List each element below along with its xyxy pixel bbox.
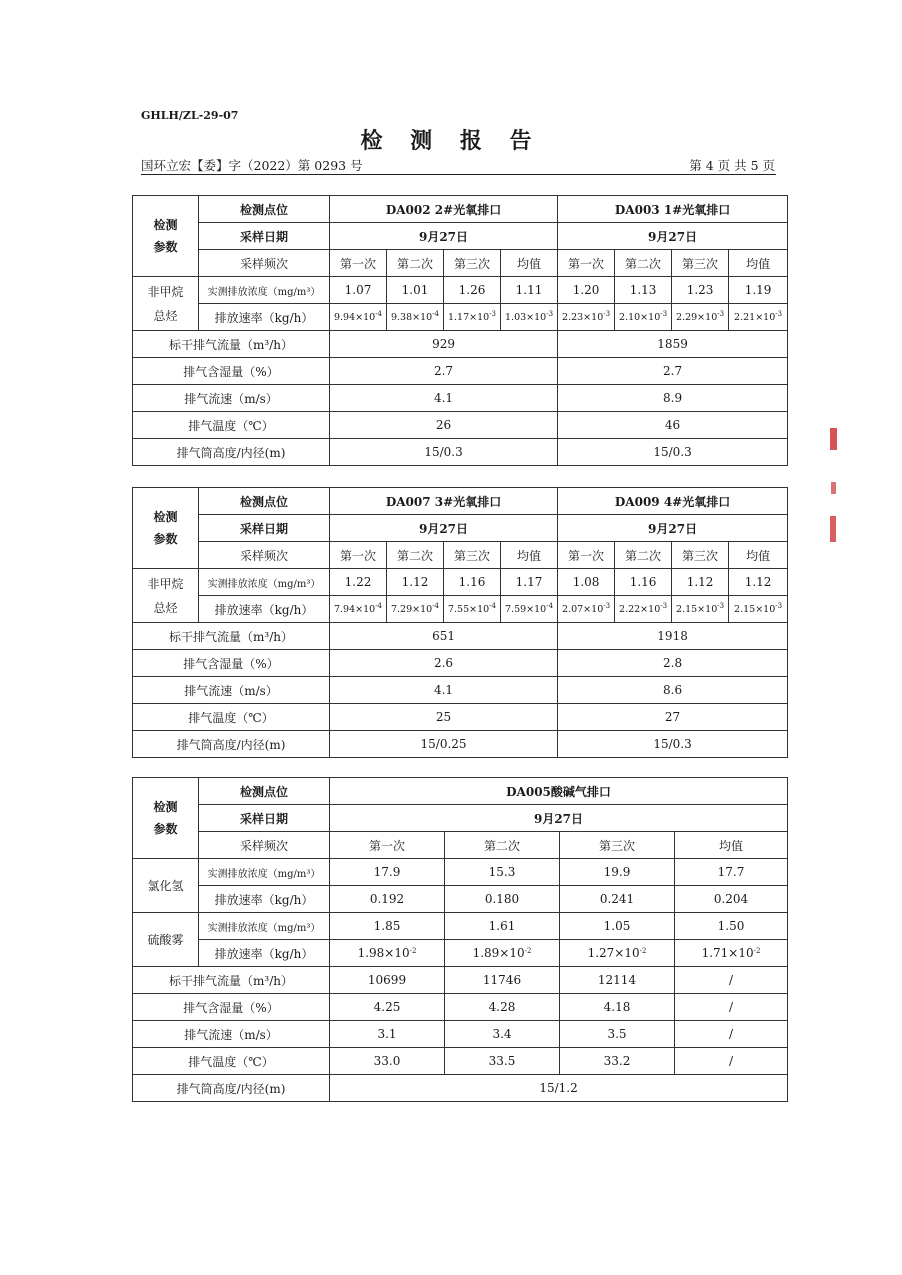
- site-a-value: 4.1: [330, 385, 558, 412]
- rate-mantissa: 7.59×10: [505, 603, 547, 615]
- rate-exponent: -2: [409, 947, 417, 955]
- param-row-label: 排气流速（m/s）: [133, 385, 330, 412]
- results-table-2: [132, 487, 788, 758]
- conc-value: 1.26: [444, 277, 501, 304]
- site-b-value: 15/0.3: [558, 731, 788, 758]
- conc-value: 1.22: [330, 569, 387, 596]
- site-a-value: 929: [330, 331, 558, 358]
- conc-value: 1.16: [444, 569, 501, 596]
- rate-value: [729, 304, 788, 331]
- rate-mantissa: 1.27×10: [587, 946, 640, 960]
- param-row-value: /: [675, 967, 788, 994]
- rate-value: [387, 596, 444, 623]
- rate-value: [445, 886, 560, 913]
- rate-exponent: -4: [375, 309, 383, 318]
- rate-exponent: -3: [775, 601, 783, 610]
- date-a: 9月27日: [330, 515, 558, 542]
- rate-mantissa: 1.71×10: [701, 946, 754, 960]
- freq-header: 第一次: [330, 832, 445, 859]
- rate-value: [560, 940, 675, 967]
- rate-mantissa: 0.180: [484, 892, 520, 906]
- freq-header: 第三次: [672, 250, 729, 277]
- conc-value: 1.20: [558, 277, 615, 304]
- date-label: 采样日期: [199, 805, 330, 832]
- param-header: 检测 参数: [133, 196, 199, 277]
- conc-value: 1.85: [330, 913, 445, 940]
- conc-label: 实测排放浓度（mg/m³）: [199, 277, 330, 304]
- conc-value: 1.50: [675, 913, 788, 940]
- conc-value: 1.07: [330, 277, 387, 304]
- param-row-label: 标干排气流量（m³/h）: [133, 623, 330, 650]
- site-b-name: DA003 1#光氧排口: [558, 196, 788, 223]
- date-a: 9月27日: [330, 223, 558, 250]
- param-row-value: 33.0: [330, 1048, 445, 1075]
- conc-label: 实测排放浓度（mg/m³）: [199, 859, 330, 886]
- param-row-label: 标干排气流量（m³/h）: [133, 967, 330, 994]
- freq-header: 第二次: [445, 832, 560, 859]
- site-label: 检测点位: [199, 196, 330, 223]
- site-a-name: DA002 2#光氧排口: [330, 196, 558, 223]
- param-row-value: 33.2: [560, 1048, 675, 1075]
- rate-value: [672, 304, 729, 331]
- param-row-label: 排气含湿量（%）: [133, 994, 330, 1021]
- rate-value: [501, 304, 558, 331]
- rate-label: 排放速率（kg/h）: [199, 596, 330, 623]
- conc-value: 15.3: [445, 859, 560, 886]
- param-row-value: /: [675, 994, 788, 1021]
- rate-mantissa: 1.89×10: [472, 946, 525, 960]
- rate-mantissa: 1.17×10: [447, 311, 490, 323]
- rate-mantissa: 7.29×10: [390, 603, 433, 615]
- rate-mantissa: 7.94×10: [333, 603, 376, 615]
- rate-exponent: -4: [489, 601, 497, 610]
- rate-mantissa: 2.15×10: [676, 603, 718, 615]
- rate-exponent: -3: [603, 601, 611, 610]
- rate-label: 排放速率（kg/h）: [199, 940, 330, 967]
- freq-label: 采样频次: [199, 832, 330, 859]
- site-b-value: 1918: [558, 623, 788, 650]
- rate-mantissa: 9.38×10: [390, 311, 433, 323]
- rate-label: 排放速率（kg/h）: [199, 304, 330, 331]
- param-row-value: 3.5: [560, 1021, 675, 1048]
- site-b-value: 15/0.3: [558, 439, 788, 466]
- rate-value: [729, 596, 788, 623]
- conc-value: 1.12: [672, 569, 729, 596]
- param-row-label: 排气含湿量（%）: [133, 650, 330, 677]
- freq-label: 采样频次: [199, 250, 330, 277]
- rate-value: [615, 304, 672, 331]
- param-row-value: 4.18: [560, 994, 675, 1021]
- site-a-value: 4.1: [330, 677, 558, 704]
- stack-height-label: 排气筒高度/内径(m): [133, 1075, 330, 1102]
- rate-value: [444, 304, 501, 331]
- pollutant-name: 非甲烷 总烃: [133, 569, 199, 623]
- rate-value: [558, 304, 615, 331]
- param-row-value: /: [675, 1021, 788, 1048]
- page-indicator: 第 4 页 共 5 页: [689, 158, 775, 173]
- rate-exponent: -2: [524, 947, 532, 955]
- site-b-value: 2.8: [558, 650, 788, 677]
- freq-header: 第一次: [330, 542, 387, 569]
- rate-mantissa: 2.21×10: [734, 311, 776, 323]
- freq-header: 第三次: [672, 542, 729, 569]
- seal-stamp-edge: [827, 420, 841, 550]
- rate-exponent: -3: [775, 309, 783, 318]
- param-row-label: 排气筒高度/内径(m): [133, 731, 330, 758]
- param-row-label: 排气流速（m/s）: [133, 1021, 330, 1048]
- conc-value: 17.7: [675, 859, 788, 886]
- rate-value: [445, 940, 560, 967]
- conc-label: 实测排放浓度（mg/m³）: [199, 913, 330, 940]
- freq-header: 第一次: [558, 542, 615, 569]
- site-b-value: 8.9: [558, 385, 788, 412]
- rate-mantissa: 2.22×10: [619, 603, 661, 615]
- site-b-value: 8.6: [558, 677, 788, 704]
- freq-header: 第二次: [387, 542, 444, 569]
- rate-exponent: -4: [546, 601, 554, 610]
- conc-value: 1.17: [501, 569, 558, 596]
- rate-value: [558, 596, 615, 623]
- param-row-value: 3.4: [445, 1021, 560, 1048]
- rate-value: [675, 940, 788, 967]
- rate-mantissa: 2.29×10: [676, 311, 718, 323]
- header-divider: [141, 174, 776, 175]
- freq-header: 均值: [675, 832, 788, 859]
- freq-header: 第三次: [444, 542, 501, 569]
- rate-exponent: -3: [660, 309, 668, 318]
- rate-label: 排放速率（kg/h）: [199, 886, 330, 913]
- conc-value: 1.12: [729, 569, 788, 596]
- rate-mantissa: 0.192: [369, 892, 405, 906]
- freq-header: 第三次: [560, 832, 675, 859]
- rate-mantissa: 2.23×10: [562, 311, 604, 323]
- param-row-value: /: [675, 1048, 788, 1075]
- site-b-name: DA009 4#光氧排口: [558, 488, 788, 515]
- rate-value: [330, 304, 387, 331]
- param-row-value: 11746: [445, 967, 560, 994]
- date-b: 9月27日: [558, 223, 788, 250]
- site-b-value: 27: [558, 704, 788, 731]
- site-a-value: 15/0.25: [330, 731, 558, 758]
- param-row-value: 4.25: [330, 994, 445, 1021]
- site-a-value: 25: [330, 704, 558, 731]
- param-header: 检测 参数: [133, 488, 199, 569]
- conc-value: 1.13: [615, 277, 672, 304]
- rate-exponent: -4: [432, 309, 440, 318]
- report-title: 检 测 报 告: [360, 128, 542, 154]
- rate-value: [330, 886, 445, 913]
- param-row-label: 排气筒高度/内径(m): [133, 439, 330, 466]
- rate-value: [672, 596, 729, 623]
- freq-header: 均值: [501, 542, 558, 569]
- param-row-label: 排气含湿量（%）: [133, 358, 330, 385]
- conc-value: 1.61: [445, 913, 560, 940]
- rate-value: [675, 886, 788, 913]
- date-label: 采样日期: [199, 515, 330, 542]
- freq-header: 第三次: [444, 250, 501, 277]
- rate-mantissa: 1.98×10: [357, 946, 410, 960]
- param-row-value: 33.5: [445, 1048, 560, 1075]
- rate-mantissa: 2.15×10: [734, 603, 776, 615]
- rate-exponent: -4: [375, 601, 383, 610]
- param-row-label: 排气温度（℃）: [133, 1048, 330, 1075]
- rate-mantissa: 0.204: [713, 892, 749, 906]
- site-a-value: 15/0.3: [330, 439, 558, 466]
- conc-value: 17.9: [330, 859, 445, 886]
- rate-value: [615, 596, 672, 623]
- rate-mantissa: 7.55×10: [447, 603, 490, 615]
- param-row-value: 4.28: [445, 994, 560, 1021]
- param-row-label: 排气温度（℃）: [133, 412, 330, 439]
- conc-value: 1.19: [729, 277, 788, 304]
- results-table-1: [132, 195, 788, 466]
- param-row-value: 10699: [330, 967, 445, 994]
- site-label: 检测点位: [199, 778, 330, 805]
- results-table-3: [132, 777, 788, 1102]
- rate-mantissa: 0.241: [599, 892, 635, 906]
- rate-exponent: -3: [660, 601, 668, 610]
- param-row-label: 标干排气流量（m³/h）: [133, 331, 330, 358]
- conc-value: 1.05: [560, 913, 675, 940]
- pollutant-name: 非甲烷 总烃: [133, 277, 199, 331]
- rate-value: [387, 304, 444, 331]
- rate-exponent: -3: [603, 309, 611, 318]
- site-b-value: 2.7: [558, 358, 788, 385]
- freq-header: 均值: [729, 542, 788, 569]
- site-b-value: 1859: [558, 331, 788, 358]
- freq-label: 采样频次: [199, 542, 330, 569]
- param-header: 检测 参数: [133, 778, 199, 859]
- date-b: 9月27日: [558, 515, 788, 542]
- freq-header: 第一次: [558, 250, 615, 277]
- document-code: GHLH/ZL-29-07: [141, 109, 239, 122]
- report-number: 国环立宏【委】字（2022）第 0293 号: [141, 158, 363, 173]
- site-label: 检测点位: [199, 488, 330, 515]
- date-label: 采样日期: [199, 223, 330, 250]
- rate-exponent: -3: [489, 309, 497, 318]
- date: 9月27日: [330, 805, 788, 832]
- freq-header: 均值: [729, 250, 788, 277]
- pollutant-name: 硫酸雾: [133, 913, 199, 967]
- freq-header: 第二次: [615, 250, 672, 277]
- rate-exponent: -2: [753, 947, 761, 955]
- param-row-label: 排气流速（m/s）: [133, 677, 330, 704]
- conc-value: 1.12: [387, 569, 444, 596]
- site-a-value: 2.7: [330, 358, 558, 385]
- rate-mantissa: 9.94×10: [333, 311, 376, 323]
- rate-value: [501, 596, 558, 623]
- conc-value: 1.23: [672, 277, 729, 304]
- freq-header: 第二次: [615, 542, 672, 569]
- freq-header: 第二次: [387, 250, 444, 277]
- rate-mantissa: 2.10×10: [619, 311, 661, 323]
- rate-exponent: -3: [546, 309, 554, 318]
- site-a-name: DA007 3#光氧排口: [330, 488, 558, 515]
- conc-value: 1.11: [501, 277, 558, 304]
- stack-height-value: 15/1.2: [330, 1075, 788, 1102]
- rate-value: [560, 886, 675, 913]
- freq-header: 均值: [501, 250, 558, 277]
- site-a-value: 651: [330, 623, 558, 650]
- rate-exponent: -4: [432, 601, 440, 610]
- rate-value: [444, 596, 501, 623]
- site-a-value: 2.6: [330, 650, 558, 677]
- conc-value: 19.9: [560, 859, 675, 886]
- param-row-value: 12114: [560, 967, 675, 994]
- param-row-label: 排气温度（℃）: [133, 704, 330, 731]
- freq-header: 第一次: [330, 250, 387, 277]
- rate-exponent: -2: [639, 947, 647, 955]
- conc-value: 1.08: [558, 569, 615, 596]
- param-row-value: 3.1: [330, 1021, 445, 1048]
- conc-value: 1.16: [615, 569, 672, 596]
- rate-value: [330, 596, 387, 623]
- rate-exponent: -3: [717, 601, 725, 610]
- site-name: DA005酸碱气排口: [330, 778, 788, 805]
- rate-mantissa: 2.07×10: [562, 603, 604, 615]
- conc-label: 实测排放浓度（mg/m³）: [199, 569, 330, 596]
- site-a-value: 26: [330, 412, 558, 439]
- pollutant-name: 氯化氢: [133, 859, 199, 913]
- rate-exponent: -3: [717, 309, 725, 318]
- rate-mantissa: 1.03×10: [505, 311, 547, 323]
- conc-value: 1.01: [387, 277, 444, 304]
- site-b-value: 46: [558, 412, 788, 439]
- rate-value: [330, 940, 445, 967]
